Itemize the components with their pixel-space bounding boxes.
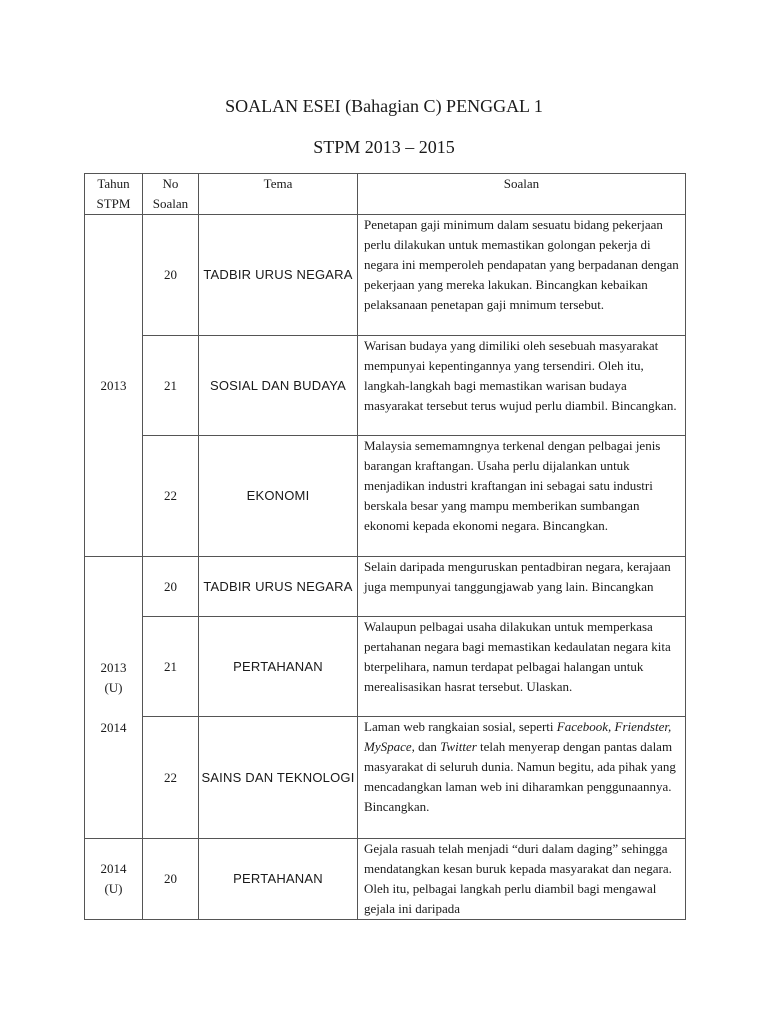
question-text: Selain daripada menguruskan pentadbiran negara, kerajaan juga mempunyai tanggungjawab yang lain. Bincangkan bbox=[358, 557, 686, 617]
question-theme: PERTAHANAN bbox=[199, 839, 358, 920]
table-row bbox=[85, 436, 686, 557]
question-text: Walaupun pelbagai usaha dilakukan untuk memperkasa pertahanan negara bagi memastikan kedaulatan negara kita bterpelihara, namun terdapat pelbagai halangan untuk merealisasikan hasrat tersebut. Ulaskan. bbox=[358, 617, 686, 717]
document-title: SOALAN ESEI (Bahagian C) PENGGAL 1 bbox=[225, 96, 543, 116]
question-text: Gejala rasuah telah menjadi “duri dalam daging” sehingga mendatangkan kesan buruk kepada masyarakat dan negara. Oleh itu, pelbagai langkah perlu diambil bagi mengawal gejala ini daripada bbox=[358, 839, 686, 920]
year-label-line3: 2014 bbox=[100, 719, 127, 735]
table-row bbox=[85, 557, 686, 617]
header-tahun-stpm bbox=[85, 174, 143, 215]
document-subtitle: STPM 2013 – 2015 bbox=[313, 137, 455, 157]
year-label-spacer bbox=[85, 698, 142, 718]
question-text-part: Laman web rangkaian sosial, seperti bbox=[364, 719, 557, 734]
year-label: 2013 bbox=[100, 377, 127, 393]
question-number: 20 bbox=[143, 215, 199, 336]
table-row bbox=[85, 215, 686, 336]
question-number: 22 bbox=[143, 436, 199, 557]
header-no-line1: No bbox=[162, 176, 179, 191]
year-label-line1: 2014 bbox=[100, 861, 127, 876]
header-no-line2: Soalan bbox=[152, 196, 189, 211]
header-tema: Tema bbox=[199, 174, 358, 215]
question-text: Warisan budaya yang dimiliki oleh sesebuah masyarakat mempunyai kepentingannya yang tersendiri. Oleh itu, langkah-langkah bagi memastikan warisan budaya masyarakat tersebut terus wujud perlu diambil. Bincangkan. bbox=[358, 336, 686, 436]
question-number: 22 bbox=[143, 717, 199, 839]
header-tahun-line1: Tahun bbox=[97, 176, 130, 191]
year-cell-2013u-2014 bbox=[85, 557, 143, 839]
question-theme: SOSIAL DAN BUDAYA bbox=[199, 336, 358, 436]
question-text-part-italic: Twitter bbox=[440, 739, 477, 754]
question-number: 20 bbox=[143, 839, 199, 920]
header-no-soalan bbox=[143, 174, 199, 215]
question-number: 21 bbox=[143, 617, 199, 717]
question-theme: SAINS DAN TEKNOLOGI bbox=[199, 717, 358, 839]
table-header-row bbox=[85, 174, 686, 215]
question-text bbox=[358, 717, 686, 839]
year-label-line2: (U) bbox=[104, 679, 123, 695]
question-number: 21 bbox=[143, 336, 199, 436]
table-row bbox=[85, 839, 686, 920]
question-text: Penetapan gaji minimum dalam sesuatu bidang pekerjaan perlu dilakukan untuk memastikan golongan pekerja di negara ini memperoleh pendapatan yang berpadanan dengan pekerjaan yang mereka lakukan. Bincangkan kebaikan pelaksanaan penetapan gaji mnimum tersebut. bbox=[358, 215, 686, 336]
essay-questions-table bbox=[84, 173, 686, 920]
question-theme: TADBIR URUS NEGARA bbox=[199, 557, 358, 617]
question-text: Malaysia sememamngnya terkenal dengan pelbagai jenis barangan kraftangan. Usaha perlu dijalankan untuk menjadikan industri kraftangan ini sebagai satu industri berskala besar yang mampu memberikan sumbangan ekonomi kepada ekonomi negara. Bincangkan. bbox=[358, 436, 686, 557]
question-number: 20 bbox=[143, 557, 199, 617]
question-theme: EKONOMI bbox=[199, 436, 358, 557]
question-theme: PERTAHANAN bbox=[199, 617, 358, 717]
question-text-part: telah menyerap dengan pantas dalam masyarakat di seluruh dunia. Namun begitu, ada pihak yang mencadangkan laman web ini diharamkan penggunaannya. Bincangkan. bbox=[364, 739, 676, 814]
question-text-part-italic: Facebook, Friendster, MySpace, bbox=[364, 719, 672, 754]
table-row bbox=[85, 717, 686, 839]
year-label-line2: (U) bbox=[104, 881, 123, 896]
year-label-line1: 2013 bbox=[100, 659, 127, 675]
question-theme: TADBIR URUS NEGARA bbox=[199, 215, 358, 336]
table-row bbox=[85, 336, 686, 436]
header-soalan: Soalan bbox=[358, 174, 686, 215]
question-text-part: dan bbox=[414, 739, 441, 754]
header-tahun-line2: STPM bbox=[96, 196, 131, 211]
year-cell-2013 bbox=[85, 215, 143, 557]
table-row bbox=[85, 617, 686, 717]
year-cell-2014u bbox=[85, 839, 143, 920]
